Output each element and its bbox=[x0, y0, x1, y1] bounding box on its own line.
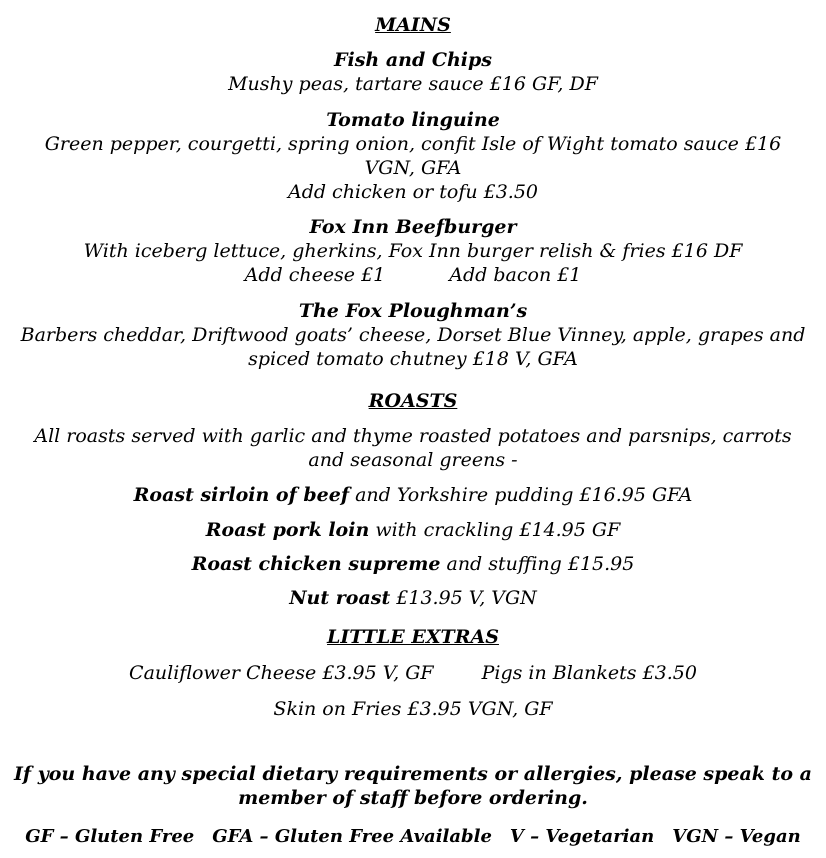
roast-item-name: Nut roast bbox=[289, 587, 391, 609]
menu-item-desc: Green pepper, courgetti, spring onion, confit Isle of Wight tomato sauce £16 bbox=[44, 133, 782, 155]
addon-bacon: Add bacon £1 bbox=[449, 264, 582, 286]
extras-heading: LITTLE EXTRAS bbox=[327, 626, 499, 648]
legend-item-vgn: VGN – Vegan bbox=[672, 826, 801, 847]
roasts-intro: and seasonal greens - bbox=[308, 449, 518, 471]
menu-item-desc: Barbers cheddar, Driftwood goats’ cheese, Dorset Blue Vinney, apple, grapes and bbox=[20, 324, 806, 346]
dietary-legend bbox=[0, 825, 826, 849]
roast-item bbox=[0, 483, 826, 507]
dietary-notice: member of staff before ordering. bbox=[238, 787, 588, 809]
menu-item-name: Fox Inn Beefburger bbox=[309, 216, 517, 238]
extra-item: Skin on Fries £3.95 VGN, GF bbox=[273, 698, 553, 720]
addon-cheese: Add cheese £1 bbox=[244, 264, 386, 286]
roast-item-name: Roast chicken supreme bbox=[191, 553, 441, 575]
legend-item-gf: GF – Gluten Free bbox=[25, 826, 195, 847]
roast-item bbox=[0, 552, 826, 576]
menu-item-name: Tomato linguine bbox=[326, 109, 500, 131]
roasts-intro: All roasts served with garlic and thyme roasted potatoes and parsnips, carrots bbox=[34, 425, 792, 447]
dietary-notice: If you have any special dietary requirements or allergies, please speak to a bbox=[14, 763, 812, 785]
menu-item-desc: spiced tomato chutney £18 V, GFA bbox=[248, 348, 578, 370]
menu-item-desc: Add chicken or tofu £3.50 bbox=[287, 181, 539, 203]
extra-item: Pigs in Blankets £3.50 bbox=[481, 662, 697, 684]
roast-item bbox=[0, 586, 826, 610]
menu-item-desc: Mushy peas, tartare sauce £16 GF, DF bbox=[228, 73, 598, 95]
roast-item-name: Roast sirloin of beef bbox=[133, 484, 350, 506]
menu-item-name: Fish and Chips bbox=[334, 49, 492, 71]
roast-item bbox=[0, 518, 826, 542]
menu-item-name: The Fox Ploughman’s bbox=[298, 300, 528, 322]
mains-heading: MAINS bbox=[375, 14, 451, 36]
extra-item: Cauliflower Cheese £3.95 V, GF bbox=[129, 662, 434, 684]
roast-item-rest: and stuffing £15.95 bbox=[440, 553, 635, 575]
menu-item-desc: VGN, GFA bbox=[364, 157, 462, 179]
roast-item-rest: £13.95 V, VGN bbox=[390, 587, 537, 609]
roast-item-name: Roast pork loin bbox=[205, 519, 370, 541]
legend-item-gfa: GFA – Gluten Free Available bbox=[212, 826, 492, 847]
roasts-heading: ROASTS bbox=[368, 390, 458, 412]
roast-item-rest: and Yorkshire pudding £16.95 GFA bbox=[349, 484, 693, 506]
legend-item-v: V – Vegetarian bbox=[509, 826, 655, 847]
extras-row bbox=[0, 661, 826, 685]
roast-item-rest: with crackling £14.95 GF bbox=[369, 519, 621, 541]
menu-item-addons bbox=[0, 263, 826, 287]
menu-item-desc: With iceberg lettuce, gherkins, Fox Inn burger relish & fries £16 DF bbox=[83, 240, 743, 262]
